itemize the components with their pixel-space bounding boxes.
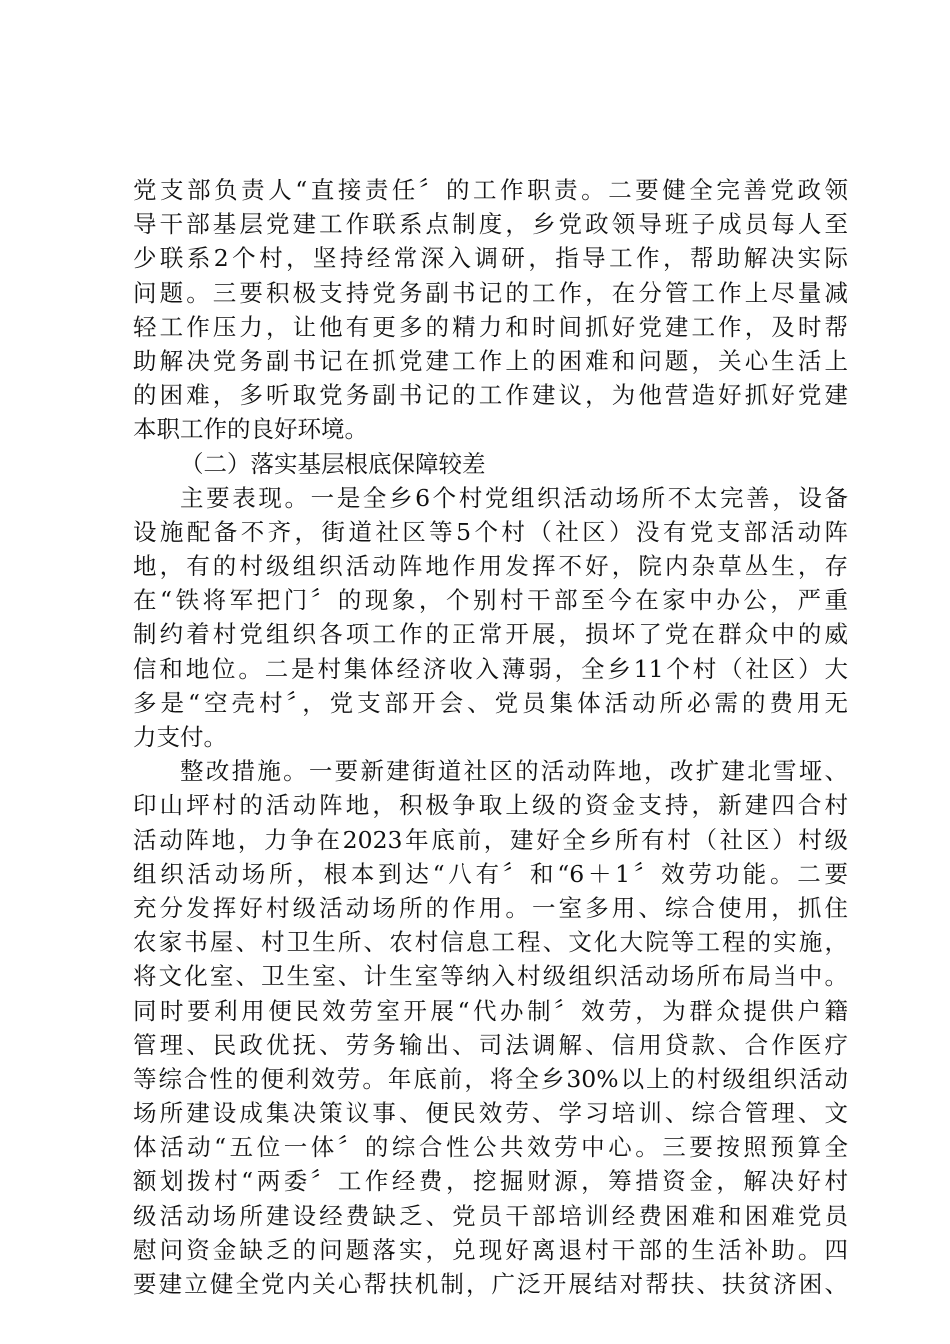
text-line: 印山坪村的活动阵地，积极争取上级的资金支持，新建四合村 [133, 791, 848, 820]
text-line: 充分发挥好村级活动场所的作用。一室多用、综合使用，抓住 [133, 893, 848, 922]
text-line: 场所建设成集决策议事、便民效劳、学习培训、综合管理、文 [133, 1099, 848, 1128]
text-line: 党支部负责人“直接责任〞的工作职责。二要健全完善党政领 [133, 176, 848, 204]
text-line: 助解决党务副书记在抓党建工作上的困难和问题，关心生活上 [133, 346, 848, 375]
text-line: 农家书屋、村卫生所、农村信息工程、文化大院等工程的实施， [133, 928, 848, 957]
text-line: 轻工作压力，让他有更多的精力和时间抓好党建工作，及时帮 [133, 312, 848, 341]
text-line: 信和地位。二是村集体经济收入薄弱，全乡11个村（社区）大 [133, 654, 848, 683]
text-line: 的困难，多听取党务副书记的工作建议，为他营造好抓好党建 [133, 381, 848, 410]
text-line: 活动阵地，力争在2023年底前，建好全乡所有村（社区）村级 [133, 825, 848, 854]
text-line: 将文化室、卫生室、计生室等纳入村级组织活动场所布局当中。 [133, 962, 848, 991]
text-line: 本职工作的良好环境。 [133, 415, 368, 444]
text-line: 制约着村党组织各项工作的正常开展，损坏了党在群众中的威 [133, 620, 848, 649]
text-line: 设施配备不齐，街道社区等5个村（社区）没有党支部活动阵 [133, 517, 848, 546]
text-line: 要建立健全党内关心帮扶机制，广泛开展结对帮扶、扶贫济困、 [133, 1270, 848, 1298]
text-line: 问题。三要积极支持党务副书记的工作，在分管工作上尽量减 [133, 278, 848, 307]
text-line: 整改措施。一要新建街道社区的活动阵地，改扩建北雪垭、 [180, 757, 848, 786]
text-line: 地，有的村级组织活动阵地作用发挥不好，院内杂草丛生，存 [133, 552, 848, 581]
text-line: 导干部基层党建工作联系点制度，乡党政领导班子成员每人至 [133, 210, 848, 239]
text-line: 力支付。 [133, 723, 227, 751]
text-line: 体活动“五位一体〞的综合性公共效劳中心。三要按照预算全 [133, 1133, 848, 1162]
text-line: （二）落实基层根底保障较差 [180, 449, 486, 478]
text-line: 少联系2个村，坚持经常深入调研，指导工作，帮助解决实际 [133, 244, 848, 273]
text-line: 慰问资金缺乏的问题落实，兑现好离退村干部的生活补助。四 [133, 1235, 848, 1264]
text-line: 等综合性的便利效劳。年底前，将全乡30%以上的村级组织活动 [133, 1064, 848, 1093]
text-line: 多是“空壳村〞，党支部开会、党员集体活动所必需的费用无 [133, 688, 848, 717]
text-line: 组织活动场所，根本到达“八有〞和“6＋1〞效劳功能。二要 [133, 859, 848, 888]
text-line: 级活动场所建设经费缺乏、党员干部培训经费困难和困难党员 [133, 1201, 848, 1230]
text-line: 同时要利用便民效劳室开展“代办制〞效劳，为群众提供户籍 [133, 996, 848, 1025]
text-line: 在“铁将军把门〞的现象，个别村干部至今在家中办公，严重 [133, 586, 848, 615]
document-page [133, 173, 848, 1301]
text-line: 额划拨村“两委〞工作经费，挖掘财源，筹措资金，解决好村 [133, 1167, 848, 1196]
text-line: 主要表现。一是全乡6个村党组织活动场所不太完善，设备 [180, 483, 848, 512]
text-line: 管理、民政优抚、劳务输出、司法调解、信用贷款、合作医疗 [133, 1030, 848, 1059]
